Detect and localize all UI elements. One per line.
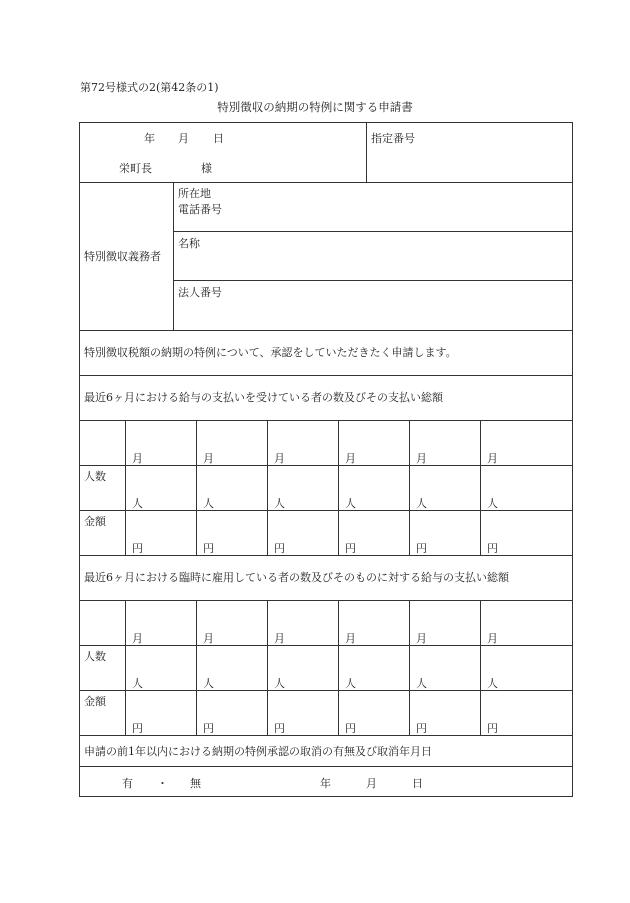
s2-month-label-6: 月 [487,632,498,645]
rule-section1-title-bottom [80,420,572,421]
rule-s2-col-3 [267,600,268,735]
s1-amount-unit-4: 円 [345,542,356,555]
s1-people-unit-3: 人 [274,497,285,510]
date-year-label: 年 [144,132,155,145]
rule-header-bottom [80,182,572,183]
s1-amount-unit-5: 円 [416,542,427,555]
revocation-title: 申請の前1年以内における納期の特例承認の取消の有無及び取消年月日 [84,745,432,758]
s1-people-label: 人数 [84,470,106,483]
revocation-day-label: 日 [412,777,423,790]
s1-amount-label: 金額 [84,515,106,528]
request-statement: 特別徴収税額の納期の特例について、承認をしていただきたく申請します。 [84,346,457,359]
rule-name-bottom [173,280,572,281]
s1-people-unit-6: 人 [487,497,498,510]
s1-month-label-6: 月 [487,452,498,465]
phone-label: 電話番号 [178,203,222,216]
name-label: 名称 [178,237,200,250]
addressee-name: 栄町長 [119,162,152,175]
section2-title: 最近6ヶ月における臨時に雇用している者の数及びそのものに対する給与の支払い総額 [84,571,509,584]
s2-month-label-1: 月 [132,632,143,645]
revocation-no[interactable]: 無 [190,777,201,790]
s2-amount-unit-6: 円 [487,722,498,735]
s1-people-unit-1: 人 [132,497,143,510]
rule-s2-col-2 [196,600,197,735]
s1-month-label-1: 月 [132,452,143,465]
s1-people-unit-4: 人 [345,497,356,510]
s2-month-label-5: 月 [416,632,427,645]
rule-obligor-divider [173,182,174,330]
s2-amount-unit-1: 円 [132,722,143,735]
rule-s1-col-5 [409,420,410,555]
corporate-number-label: 法人番号 [178,286,222,299]
s2-amount-unit-2: 円 [203,722,214,735]
rule-s1-col-2 [196,420,197,555]
rule-obligor-bottom [80,330,572,331]
rule-s2-col-5 [409,600,410,735]
s2-amount-label: 金額 [84,695,106,708]
revocation-separator: ・ [157,777,168,790]
rule-s1-col-6 [480,420,481,555]
addressee-honorific: 様 [201,162,212,175]
rule-s2-month-bottom [80,645,572,646]
s1-month-label-3: 月 [274,452,285,465]
rule-s2-col-1 [125,600,126,735]
s2-people-unit-3: 人 [274,677,285,690]
s1-amount-unit-2: 円 [203,542,214,555]
date-month-label: 月 [178,132,189,145]
rule-s1-amount-bottom [80,555,572,556]
form-number: 第72号様式の2(第42条の1) [80,81,219,94]
rule-s1-col-1 [125,420,126,555]
rule-s2-people-bottom [80,690,572,691]
rule-section2-title-bottom [80,600,572,601]
s1-amount-unit-6: 円 [487,542,498,555]
rule-address-bottom [173,231,572,232]
revocation-month-label: 月 [366,777,377,790]
s1-month-label-2: 月 [203,452,214,465]
revocation-yes[interactable]: 有 [122,777,133,790]
s2-people-unit-5: 人 [416,677,427,690]
rule-s1-col-4 [338,420,339,555]
rule-header-divider [366,123,367,182]
revocation-year-label: 年 [320,777,331,790]
s2-people-label: 人数 [84,650,106,663]
rule-statement-bottom [80,375,572,376]
rule-revocation-title-bottom [80,766,572,767]
s2-people-unit-4: 人 [345,677,356,690]
s2-amount-unit-3: 円 [274,722,285,735]
s1-month-label-5: 月 [416,452,427,465]
rule-s1-col-3 [267,420,268,555]
date-day-label: 日 [213,132,224,145]
s2-month-label-2: 月 [203,632,214,645]
s2-people-unit-6: 人 [487,677,498,690]
obligor-label: 特別徴収義務者 [84,250,161,263]
s2-amount-unit-5: 円 [416,722,427,735]
s1-amount-unit-3: 円 [274,542,285,555]
rule-s1-month-bottom [80,465,572,466]
address-label: 所在地 [178,187,211,200]
rule-s2-amount-bottom [80,735,572,736]
s2-people-unit-1: 人 [132,677,143,690]
s2-amount-unit-4: 円 [345,722,356,735]
s1-month-label-4: 月 [345,452,356,465]
s2-people-unit-2: 人 [203,677,214,690]
s1-amount-unit-1: 円 [132,542,143,555]
rule-s1-people-bottom [80,510,572,511]
s1-people-unit-5: 人 [416,497,427,510]
form-table [79,122,573,797]
section1-title: 最近6ヶ月における給与の支払いを受けている者の数及びその支払い総額 [84,391,443,404]
s1-people-unit-2: 人 [203,497,214,510]
designation-number-label: 指定番号 [371,132,415,145]
rule-s2-col-4 [338,600,339,735]
rule-s2-col-6 [480,600,481,735]
s2-month-label-3: 月 [274,632,285,645]
form-title: 特別徴収の納期の特例に関する申請書 [217,100,413,114]
s2-month-label-4: 月 [345,632,356,645]
